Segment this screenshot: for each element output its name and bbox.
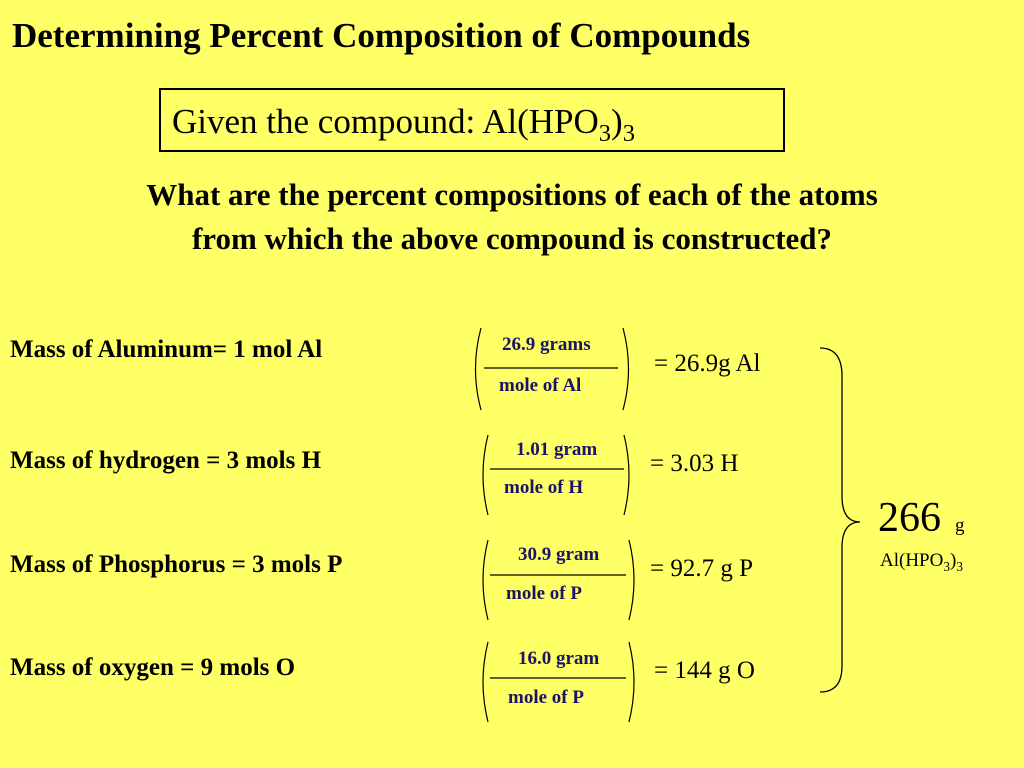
row-label-oxygen: Mass of oxygen = 9 mols O	[10, 654, 296, 681]
page-title: Determining Percent Composition of Compounds	[12, 16, 751, 55]
question-line-1: What are the percent compositions of each of the atoms	[146, 177, 878, 212]
total-formula-text: Al(HPO	[880, 550, 944, 571]
fraction-aluminum	[468, 326, 636, 412]
denominator-hydrogen: mole of H	[504, 477, 584, 498]
question-text	[0, 173, 1024, 261]
result-phosphorus: = 92.7 g P	[650, 555, 754, 582]
given-subscript-2: 3	[622, 120, 635, 147]
numerator-hydrogen: 1.01 gram	[516, 439, 598, 460]
fraction-oxygen	[476, 640, 642, 724]
given-subscript-1: 3	[598, 120, 612, 147]
total-mass-formula	[880, 550, 963, 575]
numerator-oxygen: 16.0 gram	[518, 648, 600, 669]
result-oxygen: = 144 g O	[654, 657, 755, 684]
numerator-phosphorus: 30.9 gram	[518, 544, 600, 565]
total-formula-subscript-2: 3	[956, 558, 963, 574]
result-hydrogen: = 3.03 H	[650, 450, 739, 477]
row-label-phosphorus: Mass of Phosphorus = 3 mols P	[10, 551, 343, 578]
given-close-paren: )	[611, 102, 623, 141]
summation-brace	[818, 346, 878, 696]
total-mass-unit: g	[955, 515, 965, 536]
numerator-aluminum: 26.9 grams	[502, 334, 591, 355]
denominator-aluminum: mole of Al	[499, 375, 582, 396]
fraction-hydrogen	[476, 433, 636, 517]
denominator-phosphorus: mole of P	[506, 583, 582, 604]
question-line-2: from which the above compound is constructed?	[191, 221, 833, 256]
total-mass-value: 266	[878, 495, 941, 541]
total-formula-subscript-1: 3	[943, 558, 950, 574]
total-formula-close-paren: )	[950, 550, 957, 571]
row-label-hydrogen: Mass of hydrogen = 3 mols H	[10, 447, 322, 474]
row-label-aluminum: Mass of Aluminum= 1 mol Al	[10, 336, 323, 363]
result-aluminum: = 26.9g Al	[654, 350, 761, 377]
given-compound-text: Given the compound: Al(HPO	[172, 102, 599, 141]
fraction-phosphorus	[476, 538, 642, 622]
given-compound-box	[159, 88, 785, 152]
denominator-oxygen: mole of P	[508, 687, 584, 708]
